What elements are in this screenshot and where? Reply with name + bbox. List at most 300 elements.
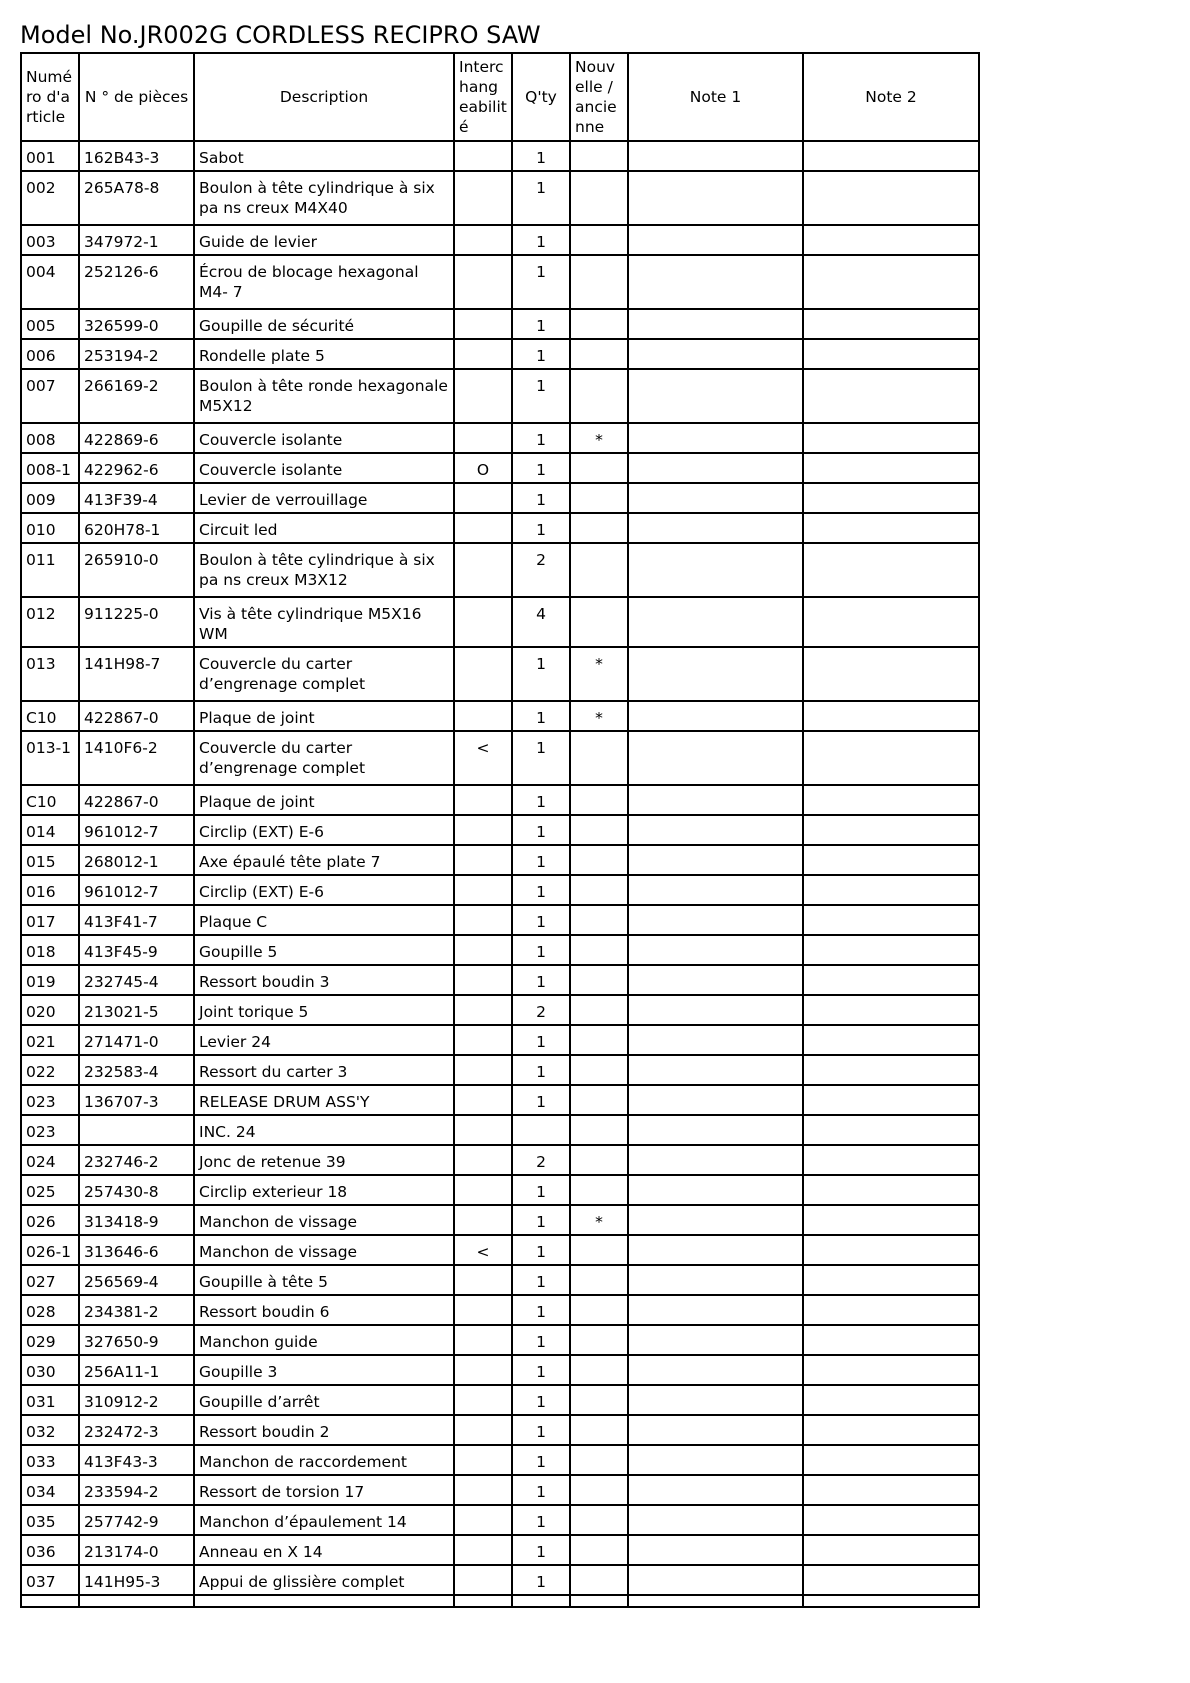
table-row — [21, 1415, 979, 1445]
quantity-cell: 1 — [512, 369, 570, 423]
new-old-cell — [570, 369, 628, 423]
note2-cell — [803, 1235, 979, 1265]
part-number-cell: 253194-2 — [79, 339, 194, 369]
description-cell: Plaque de joint — [194, 701, 454, 731]
item-number-cell: C10 — [21, 701, 79, 731]
new-old-cell — [570, 785, 628, 815]
description-cell: Manchon guide — [194, 1325, 454, 1355]
quantity-cell: 1 — [512, 815, 570, 845]
note2-cell — [803, 1565, 979, 1595]
item-number-cell: 004 — [21, 255, 79, 309]
note2-cell — [803, 875, 979, 905]
description-cell: Ressort boudin 3 — [194, 965, 454, 995]
new-old-cell — [570, 965, 628, 995]
page-title: Model No.JR002G CORDLESS RECIPRO SAW — [20, 21, 541, 49]
quantity-cell: 1 — [512, 309, 570, 339]
note2-cell — [803, 483, 979, 513]
quantity-cell: 1 — [512, 1415, 570, 1445]
quantity-cell: 1 — [512, 875, 570, 905]
table-row — [21, 453, 979, 483]
new-old-cell — [570, 543, 628, 597]
new-old-cell — [570, 1415, 628, 1445]
interchangeability-cell — [454, 1325, 512, 1355]
interchangeability-cell — [454, 423, 512, 453]
quantity-cell: 1 — [512, 845, 570, 875]
description-cell: Couvercle du carter d’engrenage complet — [194, 731, 454, 785]
table-row — [21, 647, 979, 701]
item-number-cell: 037 — [21, 1565, 79, 1595]
note1-cell — [628, 225, 803, 255]
empty-cell — [570, 1595, 628, 1607]
note2-cell — [803, 731, 979, 785]
part-number-cell: 232746-2 — [79, 1145, 194, 1175]
col-header-note1: Note 1 — [628, 53, 803, 141]
interchangeability-cell — [454, 1445, 512, 1475]
part-number-cell: 232583-4 — [79, 1055, 194, 1085]
item-number-cell: 012 — [21, 597, 79, 647]
new-old-cell — [570, 815, 628, 845]
new-old-cell — [570, 1295, 628, 1325]
part-number-cell: 141H95-3 — [79, 1565, 194, 1595]
table-row — [21, 815, 979, 845]
item-number-cell: 014 — [21, 815, 79, 845]
interchangeability-cell — [454, 995, 512, 1025]
note1-cell — [628, 1085, 803, 1115]
table-row — [21, 1445, 979, 1475]
note1-cell — [628, 255, 803, 309]
col-header-interchangeability: Interc hang eabilit é — [454, 53, 512, 141]
new-old-cell — [570, 1535, 628, 1565]
description-cell: Boulon à tête ronde hexagonale M5X12 — [194, 369, 454, 423]
part-number-cell: 233594-2 — [79, 1475, 194, 1505]
description-cell: Appui de glissière complet — [194, 1565, 454, 1595]
part-number-cell: 265910-0 — [79, 543, 194, 597]
new-old-cell — [570, 339, 628, 369]
quantity-cell: 1 — [512, 1175, 570, 1205]
part-number-cell: 1410F6-2 — [79, 731, 194, 785]
quantity-cell: 1 — [512, 965, 570, 995]
quantity-cell: 4 — [512, 597, 570, 647]
part-number-cell: 256569-4 — [79, 1265, 194, 1295]
interchangeability-cell: O — [454, 453, 512, 483]
interchangeability-cell — [454, 1145, 512, 1175]
table-row — [21, 1205, 979, 1235]
new-old-cell — [570, 1175, 628, 1205]
table-row — [21, 1325, 979, 1355]
interchangeability-cell — [454, 1565, 512, 1595]
part-number-cell: 413F41-7 — [79, 905, 194, 935]
item-number-cell: 030 — [21, 1355, 79, 1385]
item-number-cell: 023 — [21, 1115, 79, 1145]
note1-cell — [628, 369, 803, 423]
item-number-cell: 026 — [21, 1205, 79, 1235]
note1-cell — [628, 543, 803, 597]
table-row — [21, 1475, 979, 1505]
note2-cell — [803, 1295, 979, 1325]
note2-cell — [803, 965, 979, 995]
part-number-cell: 257430-8 — [79, 1175, 194, 1205]
note1-cell — [628, 1475, 803, 1505]
note2-cell — [803, 1415, 979, 1445]
note2-cell — [803, 513, 979, 543]
description-cell: Sabot — [194, 141, 454, 171]
part-number-cell: 232472-3 — [79, 1415, 194, 1445]
interchangeability-cell — [454, 965, 512, 995]
new-old-cell — [570, 731, 628, 785]
empty-cell — [79, 1595, 194, 1607]
interchangeability-cell — [454, 1175, 512, 1205]
item-number-cell: 020 — [21, 995, 79, 1025]
item-number-cell: 033 — [21, 1445, 79, 1475]
quantity-cell: 1 — [512, 701, 570, 731]
item-number-cell: 024 — [21, 1145, 79, 1175]
note2-cell — [803, 543, 979, 597]
quantity-cell: 1 — [512, 731, 570, 785]
interchangeability-cell — [454, 1415, 512, 1445]
part-number-cell: 422867-0 — [79, 785, 194, 815]
part-number-cell: 413F45-9 — [79, 935, 194, 965]
quantity-cell: 2 — [512, 1145, 570, 1175]
part-number-cell: 213021-5 — [79, 995, 194, 1025]
part-number-cell: 422869-6 — [79, 423, 194, 453]
note1-cell — [628, 1145, 803, 1175]
interchangeability-cell — [454, 1355, 512, 1385]
interchangeability-cell — [454, 1475, 512, 1505]
note1-cell — [628, 1505, 803, 1535]
item-number-cell: 001 — [21, 141, 79, 171]
item-number-cell: 031 — [21, 1385, 79, 1415]
empty-cell — [803, 1595, 979, 1607]
quantity-cell: 1 — [512, 1565, 570, 1595]
new-old-cell — [570, 1325, 628, 1355]
quantity-cell: 1 — [512, 423, 570, 453]
part-number-cell: 413F39-4 — [79, 483, 194, 513]
note2-cell — [803, 1085, 979, 1115]
note2-cell — [803, 309, 979, 339]
quantity-cell: 1 — [512, 905, 570, 935]
note1-cell — [628, 995, 803, 1025]
interchangeability-cell — [454, 255, 512, 309]
table-row — [21, 309, 979, 339]
note1-cell — [628, 1325, 803, 1355]
interchangeability-cell — [454, 513, 512, 543]
note2-cell — [803, 785, 979, 815]
part-number-cell: 141H98-7 — [79, 647, 194, 701]
item-number-cell: 028 — [21, 1295, 79, 1325]
quantity-cell: 1 — [512, 1055, 570, 1085]
table-row — [21, 225, 979, 255]
note2-cell — [803, 1325, 979, 1355]
description-cell: Circlip (EXT) E-6 — [194, 875, 454, 905]
part-number-cell: 257742-9 — [79, 1505, 194, 1535]
table-row — [21, 369, 979, 423]
quantity-cell: 1 — [512, 1475, 570, 1505]
item-number-cell: 027 — [21, 1265, 79, 1295]
note2-cell — [803, 1265, 979, 1295]
note2-cell — [803, 1475, 979, 1505]
note1-cell — [628, 1115, 803, 1145]
description-cell: INC. 24 — [194, 1115, 454, 1145]
item-number-cell: 018 — [21, 935, 79, 965]
table-row — [21, 543, 979, 597]
note1-cell — [628, 935, 803, 965]
quantity-cell: 1 — [512, 171, 570, 225]
description-cell: Goupille de sécurité — [194, 309, 454, 339]
note1-cell — [628, 141, 803, 171]
item-number-cell: 034 — [21, 1475, 79, 1505]
note2-cell — [803, 1055, 979, 1085]
part-number-cell: 252126-6 — [79, 255, 194, 309]
interchangeability-cell — [454, 875, 512, 905]
part-number-cell: 162B43-3 — [79, 141, 194, 171]
description-cell: Manchon de vissage — [194, 1205, 454, 1235]
table-row — [21, 1265, 979, 1295]
note2-cell — [803, 1175, 979, 1205]
interchangeability-cell — [454, 309, 512, 339]
empty-cell — [628, 1595, 803, 1607]
interchangeability-cell — [454, 701, 512, 731]
description-cell: Joint torique 5 — [194, 995, 454, 1025]
new-old-cell — [570, 875, 628, 905]
interchangeability-cell — [454, 1055, 512, 1085]
part-number-cell: 136707-3 — [79, 1085, 194, 1115]
table-row — [21, 935, 979, 965]
description-cell: Vis à tête cylindrique M5X16 WM — [194, 597, 454, 647]
quantity-cell: 1 — [512, 1325, 570, 1355]
item-number-cell: C10 — [21, 785, 79, 815]
description-cell: Ressort de torsion 17 — [194, 1475, 454, 1505]
description-cell: Levier de verrouillage — [194, 483, 454, 513]
description-cell: RELEASE DRUM ASS'Y — [194, 1085, 454, 1115]
table-row — [21, 785, 979, 815]
quantity-cell: 1 — [512, 453, 570, 483]
part-number-cell: 620H78-1 — [79, 513, 194, 543]
table-row — [21, 1145, 979, 1175]
item-number-cell: 010 — [21, 513, 79, 543]
quantity-cell: 1 — [512, 1445, 570, 1475]
note1-cell — [628, 1055, 803, 1085]
new-old-cell — [570, 1505, 628, 1535]
table-row — [21, 483, 979, 513]
table-row — [21, 905, 979, 935]
new-old-cell — [570, 597, 628, 647]
new-old-cell — [570, 255, 628, 309]
table-row — [21, 1505, 979, 1535]
quantity-cell: 1 — [512, 1385, 570, 1415]
interchangeability-cell — [454, 935, 512, 965]
item-number-cell: 002 — [21, 171, 79, 225]
part-number-cell: 413F43-3 — [79, 1445, 194, 1475]
interchangeability-cell — [454, 543, 512, 597]
table-row — [21, 845, 979, 875]
interchangeability-cell — [454, 1385, 512, 1415]
new-old-cell — [570, 513, 628, 543]
part-number-cell: 422867-0 — [79, 701, 194, 731]
item-number-cell: 029 — [21, 1325, 79, 1355]
item-number-cell: 013-1 — [21, 731, 79, 785]
note1-cell — [628, 513, 803, 543]
table-row — [21, 1025, 979, 1055]
quantity-cell: 1 — [512, 225, 570, 255]
new-old-cell — [570, 905, 628, 935]
item-number-cell: 036 — [21, 1535, 79, 1565]
new-old-cell — [570, 453, 628, 483]
table-row — [21, 965, 979, 995]
table-row-cutoff — [21, 1595, 979, 1607]
description-cell: Manchon de vissage — [194, 1235, 454, 1265]
item-number-cell: 035 — [21, 1505, 79, 1535]
note1-cell — [628, 597, 803, 647]
note1-cell — [628, 815, 803, 845]
note2-cell — [803, 845, 979, 875]
table-row — [21, 597, 979, 647]
new-old-cell — [570, 845, 628, 875]
note2-cell — [803, 1145, 979, 1175]
new-old-cell — [570, 1385, 628, 1415]
interchangeability-cell — [454, 597, 512, 647]
quantity-cell: 1 — [512, 513, 570, 543]
note2-cell — [803, 1535, 979, 1565]
description-cell: Couvercle du carter d’engrenage complet — [194, 647, 454, 701]
quantity-cell: 1 — [512, 1295, 570, 1325]
interchangeability-cell — [454, 1505, 512, 1535]
description-cell: Écrou de blocage hexagonal M4- 7 — [194, 255, 454, 309]
note1-cell — [628, 483, 803, 513]
description-cell: Ressort du carter 3 — [194, 1055, 454, 1085]
col-header-part-no: N ° de pièces — [79, 53, 194, 141]
quantity-cell: 1 — [512, 1355, 570, 1385]
quantity-cell: 2 — [512, 995, 570, 1025]
table-row — [21, 995, 979, 1025]
note2-cell — [803, 225, 979, 255]
table-row — [21, 1295, 979, 1325]
note2-cell — [803, 1445, 979, 1475]
table-header — [21, 53, 979, 141]
table-row — [21, 255, 979, 309]
note2-cell — [803, 647, 979, 701]
item-number-cell: 021 — [21, 1025, 79, 1055]
part-number-cell: 234381-2 — [79, 1295, 194, 1325]
note1-cell — [628, 731, 803, 785]
part-number-cell: 271471-0 — [79, 1025, 194, 1055]
interchangeability-cell — [454, 141, 512, 171]
description-cell: Ressort boudin 2 — [194, 1415, 454, 1445]
note2-cell — [803, 141, 979, 171]
description-cell: Axe épaulé tête plate 7 — [194, 845, 454, 875]
new-old-cell — [570, 1115, 628, 1145]
item-number-cell: 005 — [21, 309, 79, 339]
table-row — [21, 1235, 979, 1265]
quantity-cell — [512, 1115, 570, 1145]
empty-cell — [21, 1595, 79, 1607]
new-old-cell: * — [570, 647, 628, 701]
new-old-cell — [570, 995, 628, 1025]
table-body — [21, 141, 979, 1607]
table-row — [21, 1355, 979, 1385]
item-number-cell: 015 — [21, 845, 79, 875]
new-old-cell — [570, 225, 628, 255]
part-number-cell — [79, 1115, 194, 1145]
note1-cell — [628, 905, 803, 935]
new-old-cell — [570, 1475, 628, 1505]
interchangeability-cell: < — [454, 1235, 512, 1265]
note2-cell — [803, 171, 979, 225]
note2-cell — [803, 339, 979, 369]
item-number-cell: 009 — [21, 483, 79, 513]
description-cell: Circuit led — [194, 513, 454, 543]
part-number-cell: 310912-2 — [79, 1385, 194, 1415]
quantity-cell: 1 — [512, 483, 570, 513]
quantity-cell: 1 — [512, 647, 570, 701]
description-cell: Circlip (EXT) E-6 — [194, 815, 454, 845]
note2-cell — [803, 453, 979, 483]
quantity-cell: 1 — [512, 255, 570, 309]
description-cell: Goupille d’arrêt — [194, 1385, 454, 1415]
note2-cell — [803, 935, 979, 965]
note2-cell — [803, 369, 979, 423]
new-old-cell — [570, 483, 628, 513]
table-row — [21, 1055, 979, 1085]
part-number-cell: 422962-6 — [79, 453, 194, 483]
note1-cell — [628, 1235, 803, 1265]
part-number-cell: 961012-7 — [79, 815, 194, 845]
note2-cell — [803, 905, 979, 935]
note2-cell — [803, 597, 979, 647]
note2-cell — [803, 423, 979, 453]
table-row — [21, 171, 979, 225]
interchangeability-cell — [454, 1025, 512, 1055]
note1-cell — [628, 1355, 803, 1385]
note1-cell — [628, 785, 803, 815]
new-old-cell — [570, 1145, 628, 1175]
item-number-cell: 003 — [21, 225, 79, 255]
item-number-cell: 011 — [21, 543, 79, 597]
quantity-cell: 1 — [512, 1205, 570, 1235]
note1-cell — [628, 845, 803, 875]
note1-cell — [628, 965, 803, 995]
note1-cell — [628, 309, 803, 339]
part-number-cell: 265A78-8 — [79, 171, 194, 225]
interchangeability-cell — [454, 1295, 512, 1325]
new-old-cell: * — [570, 701, 628, 731]
item-number-cell: 006 — [21, 339, 79, 369]
part-number-cell: 326599-0 — [79, 309, 194, 339]
note1-cell — [628, 453, 803, 483]
table-row — [21, 141, 979, 171]
interchangeability-cell — [454, 1115, 512, 1145]
interchangeability-cell — [454, 815, 512, 845]
description-cell: Boulon à tête cylindrique à six pa ns creux M4X40 — [194, 171, 454, 225]
col-header-note2: Note 2 — [803, 53, 979, 141]
note1-cell — [628, 1205, 803, 1235]
item-number-cell: 013 — [21, 647, 79, 701]
quantity-cell: 1 — [512, 1535, 570, 1565]
note1-cell — [628, 647, 803, 701]
note1-cell — [628, 339, 803, 369]
description-cell: Couvercle isolante — [194, 423, 454, 453]
item-number-cell: 017 — [21, 905, 79, 935]
quantity-cell: 2 — [512, 543, 570, 597]
item-number-cell: 008 — [21, 423, 79, 453]
interchangeability-cell — [454, 1535, 512, 1565]
item-number-cell: 016 — [21, 875, 79, 905]
empty-cell — [454, 1595, 512, 1607]
interchangeability-cell: < — [454, 731, 512, 785]
interchangeability-cell — [454, 171, 512, 225]
empty-cell — [512, 1595, 570, 1607]
description-cell: Rondelle plate 5 — [194, 339, 454, 369]
note2-cell — [803, 1205, 979, 1235]
